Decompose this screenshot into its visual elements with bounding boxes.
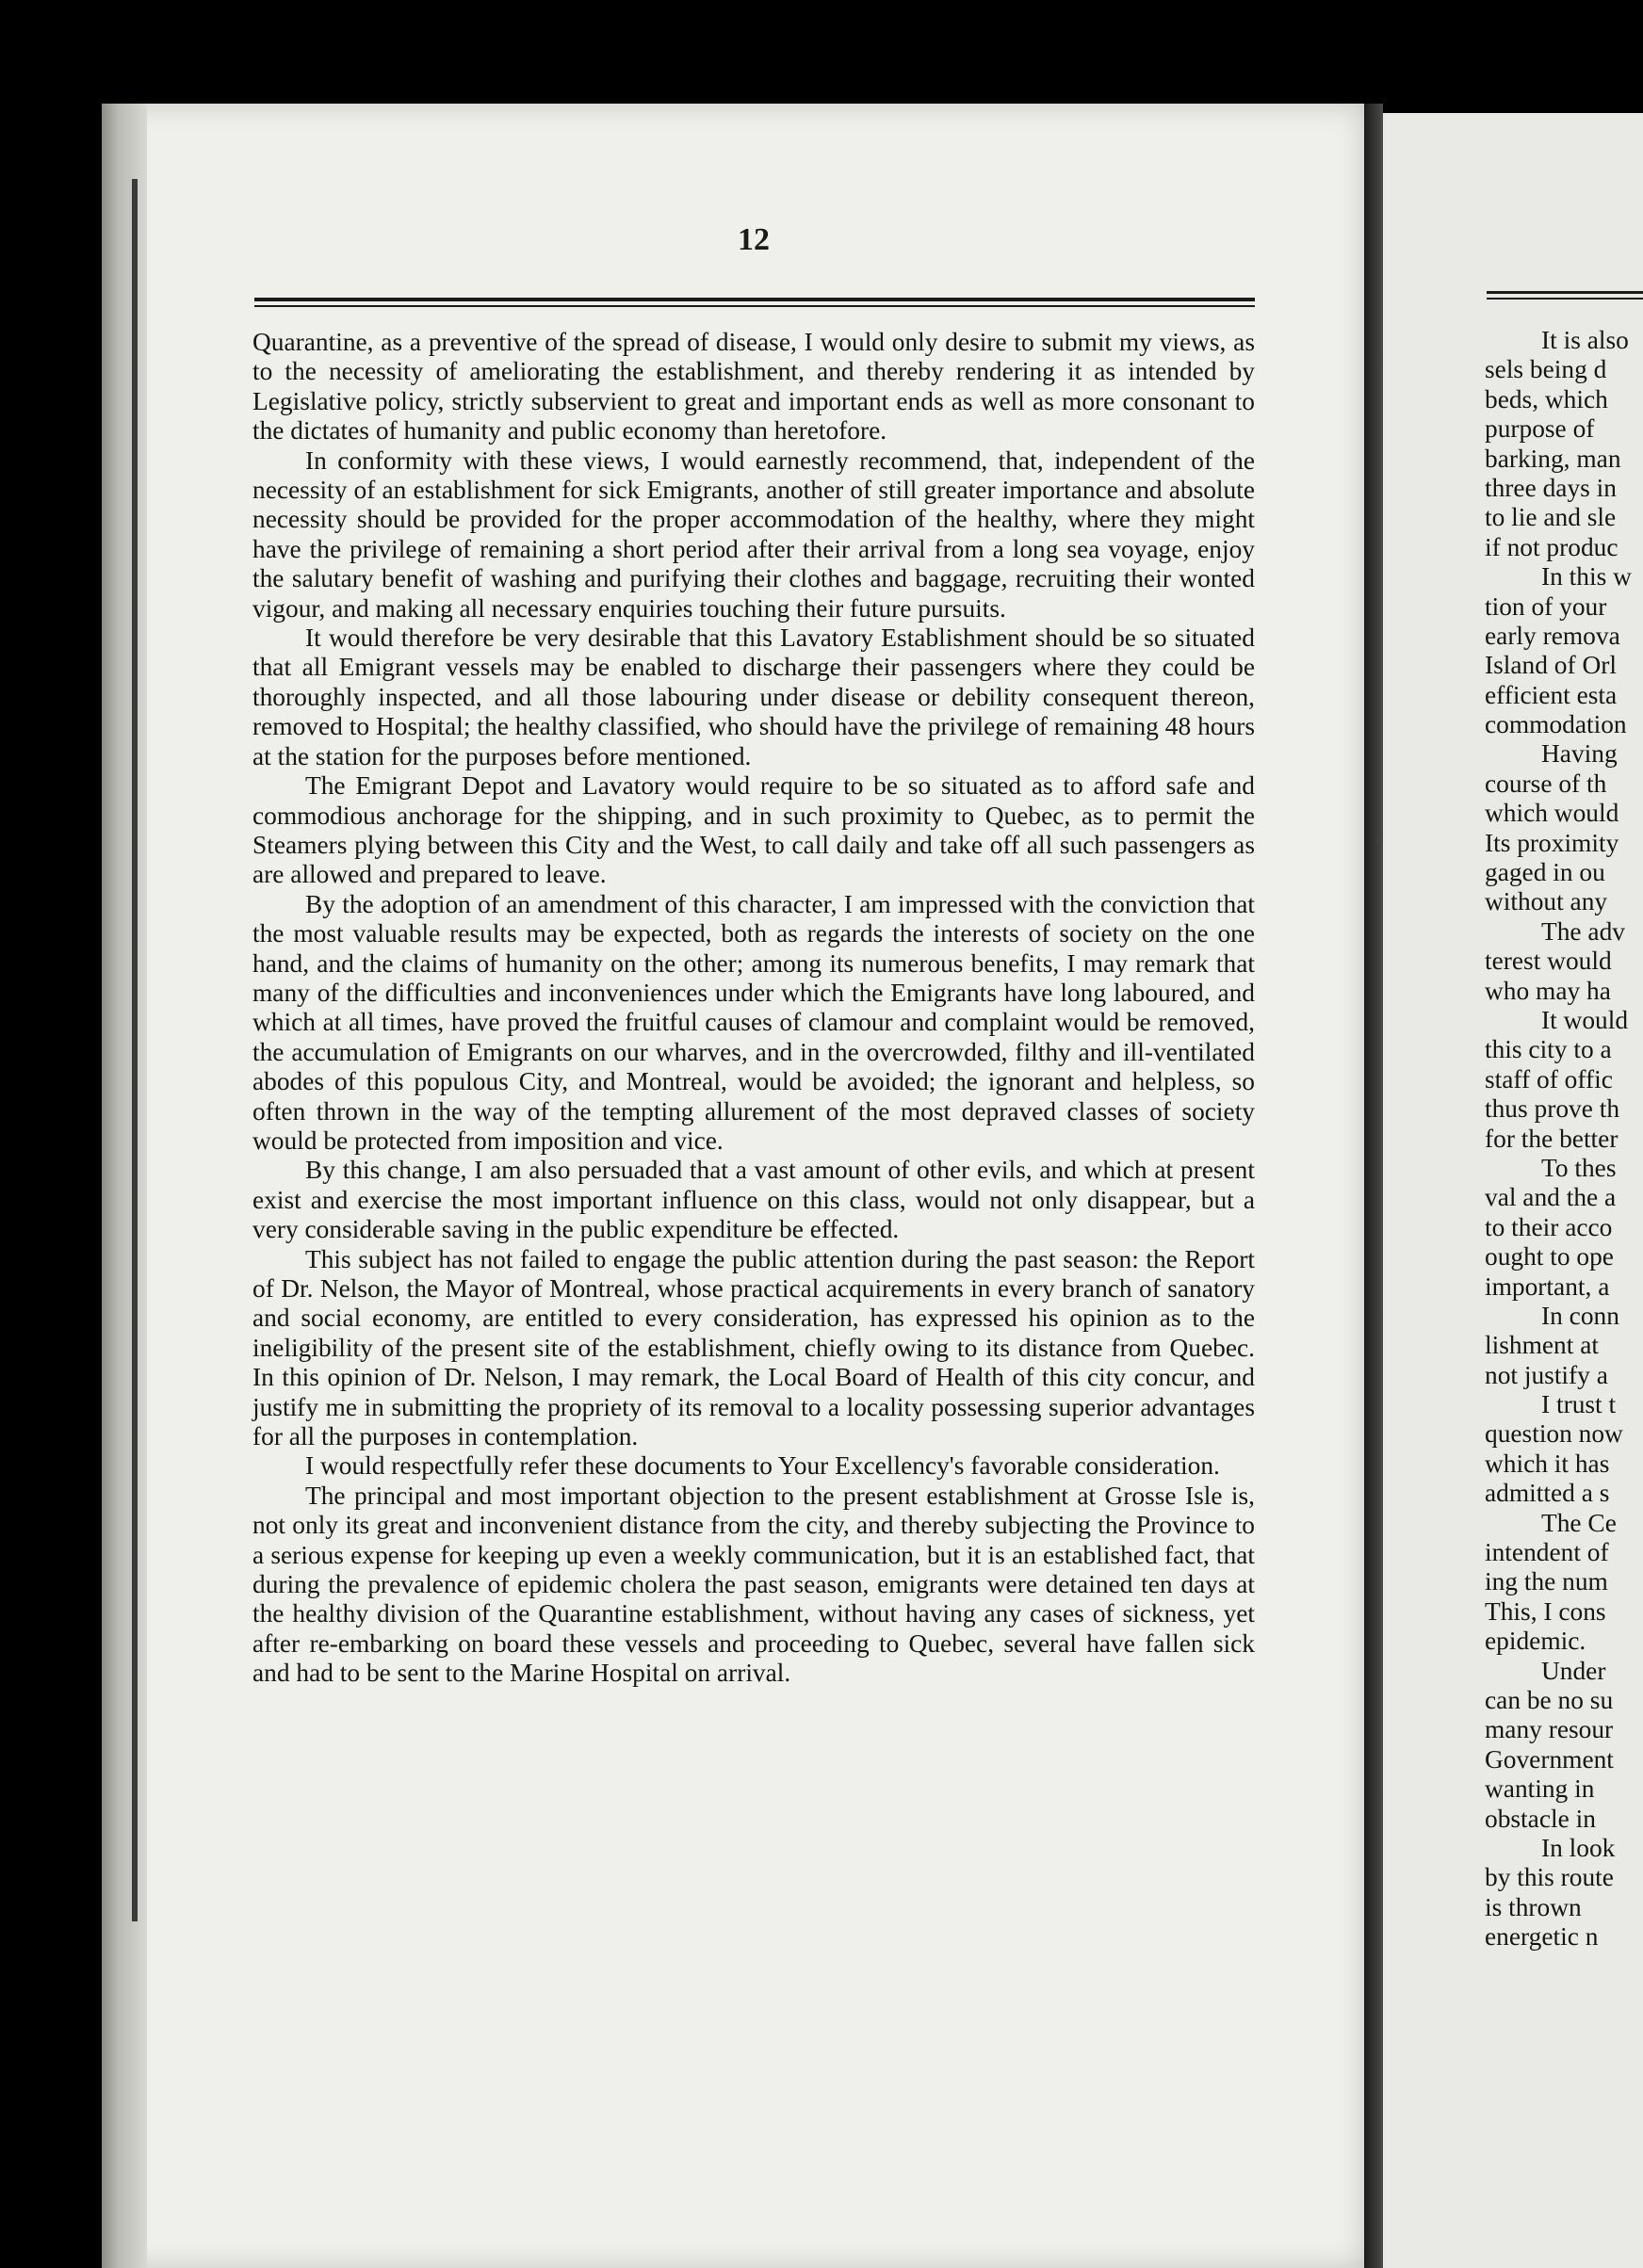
facing-line: if not produc: [1485, 532, 1619, 561]
facing-line: In conn: [1541, 1301, 1619, 1330]
facing-line: terest would: [1485, 947, 1612, 976]
facing-line: I trust t: [1541, 1390, 1617, 1419]
page-number: 12: [738, 222, 770, 257]
binding-shadow: [132, 179, 138, 1921]
facing-line: Government: [1485, 1744, 1614, 1774]
facing-line: gaged in ou: [1485, 858, 1605, 887]
facing-line: sels being d: [1485, 355, 1607, 384]
facing-line: which would: [1485, 799, 1619, 828]
facing-line: Having: [1541, 739, 1618, 769]
facing-line: purpose of: [1485, 414, 1595, 444]
facing-line: barking, man: [1485, 444, 1621, 473]
facing-line: important, a: [1485, 1272, 1610, 1301]
facing-line: It would: [1541, 1005, 1629, 1034]
facing-line: This, I cons: [1485, 1596, 1606, 1626]
facing-line: Island of Orl: [1485, 651, 1617, 680]
paragraph: This subject has not failed to engage the public attention during the past season: the Report of Dr. Nelson, the Mayor of Montreal, whose practical acquirements in every branch of sanatory and social economy, are entitled to every consideration, has expressed his opinion as to the ineligibility of the present site of the establishment, chiefly owing to its distance from Quebec. In this opinion of Dr. Nelson, I may remark, the Local Board of Health of this city concur, and justify me in submitting the propriety of its removal to a locality possessing superior advantages for all the purposes in contemplation.: [252, 1244, 1255, 1451]
paragraph: It would therefore be very desirable that this Lavatory Establishment should be so situated that all Emigrant vessels may be enabled to discharge their passengers where they could be thoroughly inspected, and all those labouring under disease or debility consequent thereon, removed to Hospital; the healthy classified, who should have the privilege of remaining 48 hours at the station for the purposes before mentioned.: [252, 624, 1255, 770]
header-rule-thick: [254, 298, 1255, 301]
facing-line: The Ce: [1541, 1508, 1617, 1537]
facing-line: wanting in: [1485, 1774, 1595, 1804]
facing-line: many resour: [1485, 1715, 1614, 1744]
facing-header-rule-thin: [1487, 298, 1643, 300]
facing-line: commodation: [1485, 710, 1627, 739]
facing-line: intendent of: [1485, 1538, 1609, 1567]
header-rule-thin: [254, 305, 1255, 307]
facing-line: ing the num: [1485, 1567, 1608, 1596]
facing-line: It is also: [1541, 326, 1629, 354]
facing-line: to lie and sle: [1485, 503, 1617, 532]
facing-line: for the better: [1485, 1124, 1619, 1153]
facing-line: staff of offic: [1485, 1064, 1613, 1094]
facing-line: epidemic.: [1485, 1627, 1586, 1656]
paragraph: By this change, I am also persuaded that a vast amount of other evils, and which at present exist and exercise the most important influence on this class, would not only disappear, but a very considerable saving in the public expenditure be effected.: [252, 1156, 1255, 1244]
facing-line: to their acco: [1485, 1212, 1613, 1241]
facing-line: thus prove th: [1485, 1094, 1620, 1124]
facing-line: To thes: [1541, 1153, 1617, 1182]
facing-line: can be no su: [1485, 1685, 1614, 1714]
page-gutter: [1364, 104, 1383, 2268]
facing-line: val and the a: [1485, 1183, 1617, 1212]
facing-line: which it has: [1485, 1449, 1610, 1478]
facing-line: without any: [1485, 887, 1608, 916]
facing-line: Its proximity: [1485, 828, 1619, 857]
facing-line: by this route: [1485, 1863, 1614, 1892]
paragraph: I would respectfully refer these documents to Your Excellency's favorable consideration.: [305, 1451, 1220, 1481]
facing-line: question now: [1485, 1419, 1623, 1449]
facing-line: admitted a s: [1485, 1479, 1610, 1508]
paragraph: By the adoption of an amendment of this character, I am impressed with the conviction that the most valuable results may be expected, both as regards the interests of society on the one hand, and the claims of humanity on the other; among its numerous benefits, I may remark that many of the difficulties and inconveniences under which the Emigrants have long laboured, and which at all times, have proved the fruitful causes of clamour and complaint would be removed, the accumulation of Emigrants on our wharves, and in the overcrowded, filthy and ill-ventilated abodes of this populous City, and Montreal, would be avoided; the ignorant and helpless, so often thrown in the way of the tempting allurement of the most depraved classes of society would be protected from imposition and vice.: [252, 889, 1255, 1155]
facing-page-text: [1485, 326, 1643, 1952]
facing-line: ought to ope: [1485, 1242, 1614, 1272]
facing-line: In this w: [1541, 562, 1632, 591]
facing-line: lishment at: [1485, 1331, 1599, 1360]
facing-line: efficient esta: [1485, 680, 1618, 709]
paragraph: The principal and most important objection to the present establishment at Grosse Isle is, not only its great and inconvenient distance from the city, and thereby subjecting the Province to a serious expense for keeping up even a weekly communication, but it is an established fact, that during the prevalence of epidemic cholera the past season, emigrants were detained ten days at the healthy division of the Quarantine establishment, without having any cases of sickness, yet after re-embarking on board these vessels and proceeding to Quebec, several have fallen sick and had to be sent to the Marine Hospital on arrival.: [252, 1481, 1255, 1688]
facing-line: three days in: [1485, 473, 1617, 502]
paragraph: In conformity with these views, I would earnestly recommend, that, independent of the necessity of an establishment for sick Emigrants, another of still greater importance and absolute necessity should be provided for the proper accommodation of the healthy, where they might have the privilege of remaining a short period after their arrival from a long sea voyage, enjoy the salutary benefit of washing and purifying their clothes and baggage, recruiting their wonted vigour, and making all necessary enquiries touching their future pursuits.: [252, 446, 1255, 623]
facing-line: who may ha: [1485, 976, 1611, 1005]
facing-line: tion of your: [1485, 591, 1607, 621]
facing-line: course of th: [1485, 769, 1607, 798]
facing-line: not justify a: [1485, 1360, 1608, 1389]
book-spine-edge: [102, 104, 147, 2268]
paragraph: The Emigrant Depot and Lavatory would require to be so situated as to afford safe and commodious anchorage for the shipping, and in such proximity to Quebec, as to permit the Steamers plying between this City and the West, to call daily and take off all such passengers as are allowed and prepared to leave.: [252, 771, 1255, 889]
facing-line: obstacle in: [1485, 1804, 1596, 1833]
facing-line: is thrown: [1485, 1892, 1582, 1921]
facing-line: In look: [1541, 1833, 1616, 1862]
facing-line: energetic n: [1485, 1922, 1599, 1952]
facing-line: this city to a: [1485, 1035, 1612, 1064]
facing-line: early remova: [1485, 621, 1620, 650]
facing-line: Under: [1541, 1656, 1606, 1685]
facing-header-rule-thick: [1487, 291, 1643, 294]
facing-line: The adv: [1541, 916, 1625, 946]
paragraph: Quarantine, as a preventive of the spread of disease, I would only desire to submit my views, as to the necessity of ameliorating the establishment, and thereby rendering it as intended by Legislative policy, strictly subservient to great and important ends as well as more consonant to the dictates of humanity and public economy than heretofore.: [252, 328, 1255, 446]
facing-line: beds, which: [1485, 384, 1608, 413]
page-body-text: [252, 328, 1255, 1689]
